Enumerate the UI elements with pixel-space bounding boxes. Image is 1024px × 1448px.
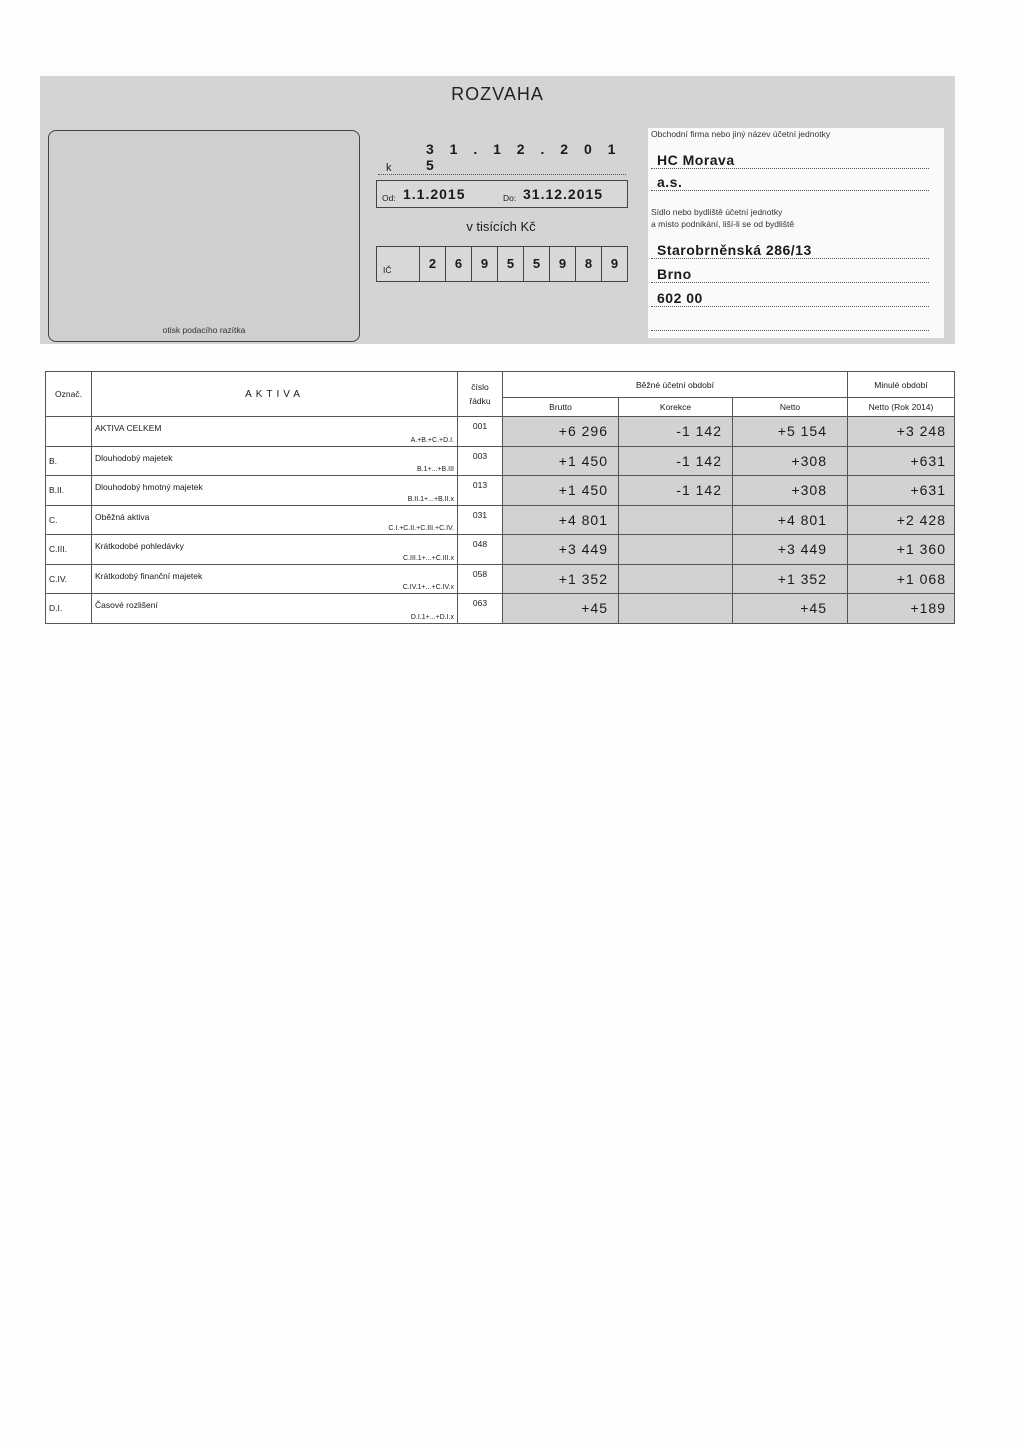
k-label: k [386, 162, 392, 174]
row-number: 013 [458, 476, 503, 506]
as-of-date-line [378, 141, 626, 175]
brutto-value: +3 449 [503, 535, 619, 565]
netto-value: +1 352 [733, 564, 848, 594]
ico-label: IČ [383, 265, 392, 275]
prior-netto-value: +3 248 [848, 417, 955, 447]
korekce-value: -1 142 [619, 446, 733, 476]
table-row [46, 505, 955, 535]
netto-value: +308 [733, 476, 848, 506]
row-number: 048 [458, 535, 503, 565]
entity-name-caption: Obchodní firma nebo jiný název účetní jednotky [651, 129, 831, 139]
header-netto-prior: Netto (Rok 2014) [848, 398, 955, 417]
to-value: 31.12.2015 [523, 186, 604, 202]
row-mark: B.II. [46, 476, 92, 506]
header-row-number [458, 372, 503, 417]
netto-value: +308 [733, 446, 848, 476]
empty-line [651, 310, 929, 331]
row-number: 058 [458, 564, 503, 594]
table-row [46, 446, 955, 476]
ico-digit: 9 [549, 247, 575, 281]
prior-netto-value: +631 [848, 446, 955, 476]
ico-box [376, 246, 628, 282]
header-prior-period: Minulé období [848, 372, 955, 398]
row-mark: C.IV. [46, 564, 92, 594]
table-row [46, 535, 955, 565]
from-label: Od: [382, 193, 396, 203]
entity-name-line-2 [651, 170, 929, 191]
row-formula: C.I.+C.II.+C.III.+C.IV. [388, 525, 454, 532]
entity-zip: 602 00 [657, 290, 703, 306]
row-name: Dlouhodobý hmotný majetek [95, 482, 203, 492]
row-name: Krátkodobé pohledávky [95, 541, 184, 551]
row-name-cell [92, 535, 458, 565]
row-name-cell [92, 564, 458, 594]
row-number: 001 [458, 417, 503, 447]
ico-digit: 2 [419, 247, 445, 281]
korekce-value: -1 142 [619, 476, 733, 506]
row-mark: C.III. [46, 535, 92, 565]
ico-digit: 9 [601, 247, 627, 281]
row-name-cell [92, 476, 458, 506]
brutto-value: +4 801 [503, 505, 619, 535]
row-formula: B.1+...+B.III [417, 466, 454, 473]
row-formula: C.IV.1+...+C.IV.x [402, 584, 454, 591]
row-formula: B.II.1+...+B.II.x [407, 495, 454, 503]
row-name: Časové rozlišení [95, 600, 158, 610]
row-mark [46, 417, 92, 447]
city-line [651, 262, 929, 283]
ico-digit: 5 [523, 247, 549, 281]
street-line [651, 238, 929, 259]
table-row [46, 564, 955, 594]
prior-netto-value: +189 [848, 594, 955, 624]
to-label: Do: [503, 193, 517, 203]
period-box [376, 180, 628, 208]
netto-value: +45 [733, 594, 848, 624]
row-name-cell [92, 505, 458, 535]
brutto-value: +6 296 [503, 417, 619, 447]
ico-digit: 9 [471, 247, 497, 281]
document-title: ROZVAHA [451, 84, 544, 104]
prior-netto-value: +1 068 [848, 564, 955, 594]
entity-name: HC Morava [657, 152, 735, 168]
row-formula: D.I.1+...+D.I.x [410, 613, 454, 621]
row-name-cell [92, 594, 458, 624]
from-value: 1.1.2015 [403, 186, 466, 202]
entity-panel [648, 128, 944, 338]
row-name: Krátkodobý finanční majetek [95, 570, 203, 581]
netto-value: +3 449 [733, 535, 848, 565]
ico-digit: 5 [497, 247, 523, 281]
header-brutto: Brutto [503, 398, 619, 417]
brutto-value: +1 450 [503, 446, 619, 476]
korekce-value [619, 564, 733, 594]
brutto-value: +1 352 [503, 564, 619, 594]
header-netto: Netto [733, 398, 848, 417]
table-row [46, 476, 955, 506]
seat-caption-2: a místo podnikání, liší-li se od bydliště [651, 219, 795, 229]
prior-netto-value: +631 [848, 476, 955, 506]
row-mark: D.I. [46, 594, 92, 624]
row-number: 031 [458, 505, 503, 535]
row-number: 063 [458, 594, 503, 624]
row-mark: C. [46, 505, 92, 535]
entity-name-line-1 [651, 148, 929, 169]
header-mark: Označ. [46, 372, 92, 417]
korekce-value [619, 594, 733, 624]
header-korekce: Korekce [619, 398, 733, 417]
entity-street: Starobrněnská 286/13 [657, 242, 812, 258]
row-name: Oběžná aktiva [95, 511, 150, 522]
row-name-cell [92, 446, 458, 476]
netto-value: +5 154 [733, 417, 848, 447]
table-row [46, 594, 955, 624]
as-of-date: 3 1 . 1 2 . 2 0 1 5 [426, 141, 622, 173]
korekce-value [619, 505, 733, 535]
row-name-cell [92, 417, 458, 447]
row-name: Dlouhodobý majetek [95, 452, 173, 463]
header-row-number-2: řádku [469, 396, 491, 406]
brutto-value: +45 [503, 594, 619, 624]
header-row-number-1: číslo [471, 382, 489, 392]
row-number: 003 [458, 446, 503, 476]
row-formula: A.+B.+C.+D.I. [410, 436, 454, 444]
stamp-box [48, 130, 360, 342]
ico-digit: 6 [445, 247, 471, 281]
units-label: v tisících Kč [466, 219, 536, 234]
prior-netto-value: +1 360 [848, 535, 955, 565]
netto-value: +4 801 [733, 505, 848, 535]
seat-caption-1: Sídlo nebo bydliště účetní jednotky [651, 207, 783, 217]
korekce-value [619, 535, 733, 565]
entity-legal-form: a.s. [657, 174, 683, 190]
header-current-period: Běžné účetní období [503, 372, 848, 398]
row-formula: C.III.1+...+C.III.x [403, 554, 454, 562]
entity-city: Brno [657, 266, 692, 282]
aktiva-table [45, 371, 955, 624]
row-mark: B. [46, 446, 92, 476]
stamp-label: otisk podacího razítka [162, 325, 246, 335]
header-aktiva: AKTIVA [92, 372, 458, 417]
ico-digit: 8 [575, 247, 601, 281]
brutto-value: +1 450 [503, 476, 619, 506]
korekce-value: -1 142 [619, 417, 733, 447]
table-row [46, 417, 955, 447]
row-name: AKTIVA CELKEM [95, 423, 162, 433]
prior-netto-value: +2 428 [848, 505, 955, 535]
zip-line [651, 286, 929, 307]
